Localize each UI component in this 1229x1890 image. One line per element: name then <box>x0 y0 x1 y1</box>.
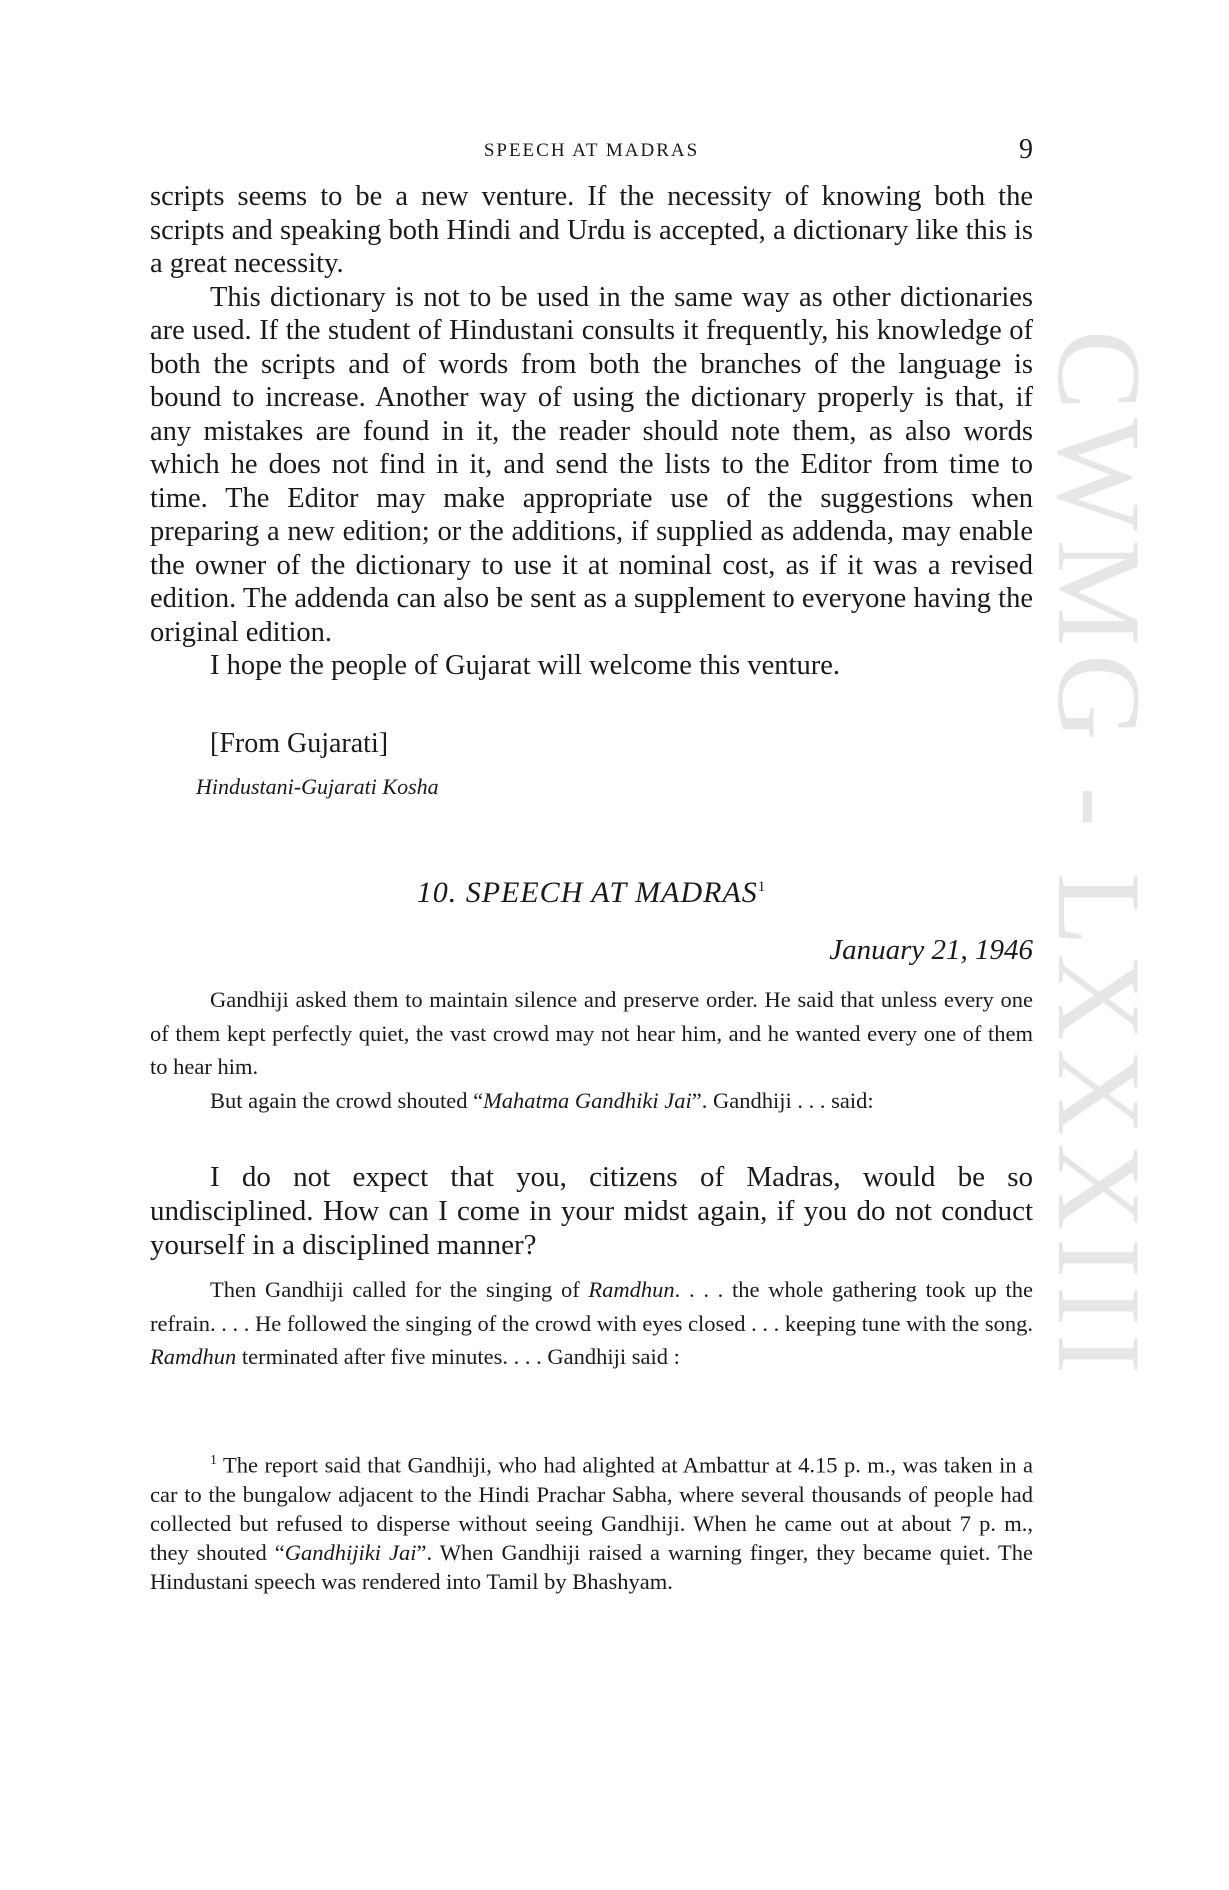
text-run: The report said that Gandhiji, who had alighted at Ambattur at 4.15 p. m., was taken in a car to the bungalow adjacent to the Hindi Prachar Sabha, where several thousands of people had collected but refused to disperse without seeing Gandhiji. When he came out at about 7 p. m., they shouted “ <box>150 1452 1033 1565</box>
running-head <box>150 136 1033 166</box>
text-run-italic: Ramdhun <box>150 1344 237 1369</box>
source-language: [From Gujarati] <box>210 728 389 759</box>
page-number: 9 <box>1019 134 1033 165</box>
source-publication: Hindustani-Gujarati Kosha <box>196 774 439 799</box>
text-run: Then Gandhiji called for the singing of <box>210 1277 589 1302</box>
running-head-title: SPEECH AT MADRAS <box>483 140 700 161</box>
text-run-italic: Gandhijiki Jai <box>284 1539 417 1565</box>
footnote <box>150 1446 1033 1596</box>
footnote-marker: 1 <box>210 1453 217 1468</box>
paragraph: I hope the people of Gujarat will welcome this venture. <box>210 650 840 681</box>
paragraph <box>150 1084 1033 1118</box>
paragraph: This dictionary is not to be used in the same way as other dictionaries are used. If the student of Hindustani consults it frequently, his knowledge of both the scripts and of words from both the branches of the language is bound to increase. Another way of using the dictionary properly is that, if any mistakes are found in it, the reader should note them, as also words which he does not find in it, and send the lists to the Editor from time to time. The Editor may make appropriate use of the suggestions when preparing a new edition; or the additions, if supplied as addenda, may enable the owner of the dictionary to use it at nominal cost, as if it was a revised edition. The addenda can also be sent as a supplement to everyone having the original edition. <box>150 281 1033 648</box>
section-heading <box>150 876 1033 910</box>
text-run: ”. Gandhiji . . . said: <box>691 1088 874 1113</box>
text-run: But again the crowd shouted “ <box>210 1088 484 1113</box>
text-run: . . . . the whole gathering took up the refrain. . . . He followed the singing of the crowd with eyes closed . . . keeping tune with the song. <box>150 1277 1034 1336</box>
footnote-marker: 1 <box>757 879 767 895</box>
report-paragraph <box>150 983 1033 1084</box>
footnote-text <box>150 1446 1033 1596</box>
text-run: terminated after five minutes. . . . Gandhiji said : <box>236 1344 680 1369</box>
body-text <box>150 180 1033 683</box>
report-paragraph <box>150 1084 1033 1118</box>
paragraph: I do not expect that you, citizens of Madras, would be so undisciplined. How can I come in your midst again, if you do not conduct yourself in a disciplined manner? <box>150 1161 1033 1261</box>
watermark: CWMG - LXXXIII <box>1033 330 1166 1382</box>
section-heading-text: 10. SPEECH AT MADRAS <box>416 876 758 909</box>
paragraph: scripts seems to be a new venture. If the necessity of knowing both the scripts and speaking both Hindi and Urdu is accepted, a dictionary like this is a great necessity. <box>150 181 1033 279</box>
text-run-italic: Mahatma Gandhiki Jai <box>483 1088 692 1113</box>
text-run-italic: Ramdhun <box>588 1277 675 1302</box>
paragraph <box>150 1273 1033 1374</box>
paragraph: Gandhiji asked them to maintain silence and preserve order. He said that unless every one of them kept perfectly quiet, the vast crowd may not hear him, and he wanted every one of them to hear him. <box>150 987 1033 1079</box>
dateline: January 21, 1946 <box>829 934 1033 966</box>
text-run: ”. When Gandhiji raised a warning finger, they became quiet. The Hindustani speech was rendered into Tamil by Bhashyam. <box>150 1539 1034 1594</box>
speech-quote <box>150 1160 1033 1262</box>
report-paragraph <box>150 1273 1033 1374</box>
